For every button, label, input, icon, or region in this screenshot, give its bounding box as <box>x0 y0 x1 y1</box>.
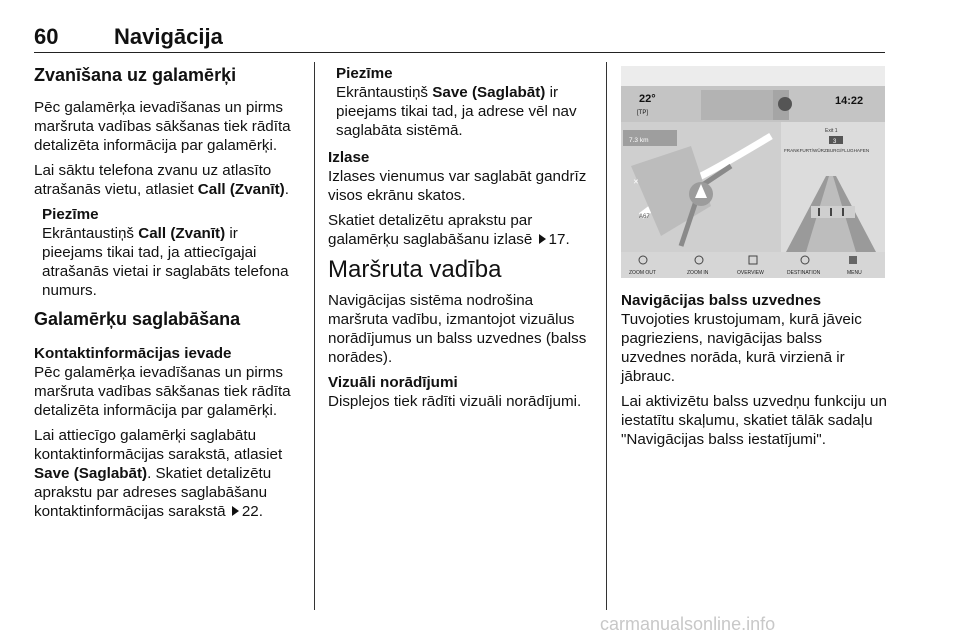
nav-badge-icon <box>778 97 792 111</box>
paragraph: Navigācijas sistēma nodrošina maršruta vadību, izmantojot vizuālus norādījumus un balss uzvednes (balss norādes). <box>328 292 587 366</box>
paragraph: Lai attiecīgo galamērķi saglabātu kontaktinformācijas sarakstā, atlasiet Save (Saglabāt). Skatiet detalizētu aprakstu par adreses saglabāšanu kontaktinformācijas sarakstā 22. <box>34 427 283 520</box>
column-divider-1 <box>314 62 315 610</box>
header-rule <box>34 52 885 53</box>
chapter-title: Navigācija <box>114 24 223 49</box>
heading-route-guidance: Maršruta vadība <box>328 256 502 283</box>
destination-label[interactable]: DESTINATION <box>787 270 821 276</box>
traffic-program: [TP] <box>637 110 649 116</box>
bold-term: Call (Zvanīt) <box>138 225 226 242</box>
menu-icon <box>849 256 857 264</box>
column-divider-2 <box>606 62 607 610</box>
paragraph: Displejos tiek rādīti vizuāli norādījumi. <box>328 393 582 410</box>
page-number: 60 <box>34 24 59 49</box>
zoom-in-label[interactable]: ZOOM IN <box>687 270 709 276</box>
paragraph: Tuvojoties krustojumam, kurā jāveic pagrieziens, navigācijas balss uzvednes norāda, kurā virzienā ir jābrauc. <box>621 311 862 385</box>
note-title: Piezīme <box>336 65 393 82</box>
note-text: Ekrāntaustiņš Save (Saglabāt) ir pieejams tikai tad, ja adrese vēl nav saglabāta sistēmā. <box>336 84 577 139</box>
subheading-favourites: Izlase <box>328 149 370 166</box>
heading-saving-destinations: Galamērķu saglabāšana <box>34 309 241 329</box>
heading-calling-destination: Zvanīšana uz galamērķi <box>34 65 237 85</box>
bold-term: Save (Saglabāt) <box>34 465 148 482</box>
navigation-screen-illustration <box>621 66 885 278</box>
exit-label: Exit 1 <box>825 128 838 134</box>
paragraph: Skatiet detalizētu aprakstu par galamērķu saglabāšanu izlasē 17. <box>328 212 570 248</box>
column-3 <box>621 291 891 455</box>
paragraph: Pēc galamērķa ievadīšanas un pirms maršruta vadības sākšanas tiek rādīta detalizēta informācija par galamērķi. <box>34 99 291 154</box>
subheading-visual: Vizuāli norādījumi <box>328 374 458 391</box>
paragraph: Lai aktivizētu balss uzvedņu funkciju un iestatītu skaļumu, skatiet tālāk sadaļu "Navigācijas balss iestatījumi". <box>621 393 887 448</box>
overview-label[interactable]: OVERVIEW <box>737 270 764 276</box>
page-ref[interactable]: 22. <box>241 503 263 520</box>
note <box>34 205 302 300</box>
note-title: Piezīme <box>42 206 99 223</box>
temperature: 22° <box>639 93 656 105</box>
page-header <box>34 24 884 50</box>
close-icon: ✕ <box>633 179 639 186</box>
page-ref-arrow-icon <box>232 506 239 516</box>
bold-term: Call (Zvanīt) <box>197 181 285 198</box>
menu-label[interactable]: MENU <box>847 270 862 276</box>
distance-label: 7.3 km <box>629 137 649 144</box>
road-sign-text: FRANKFURT/WÜRZBURG/FLUGHAFEN <box>784 148 870 153</box>
clock: 14:22 <box>835 95 864 107</box>
navigation-screen-graphic <box>621 66 885 278</box>
page-ref-arrow-icon <box>539 234 546 244</box>
column-1 <box>34 64 302 527</box>
paragraph: Pēc galamērķa ievadīšanas un pirms maršruta vadības sākšanas tiek rādīta detalizēta informācija par galamērķi. <box>34 364 291 419</box>
exit-number: 3 <box>833 139 837 145</box>
paragraph: Izlases vienumus var saglabāt gandrīz visos ekrānu skatos. <box>328 168 587 204</box>
subheading-voice-prompts: Navigācijas balss uzvednes <box>621 292 822 309</box>
note <box>328 64 596 140</box>
paragraph: Lai sāktu telefona zvanu uz atlasīto atrašanās vietu, atlasiet Call (Zvanīt). <box>34 162 289 198</box>
note-text: Ekrāntaustiņš Call (Zvanīt) ir pieejams tikai tad, ja attiecīgajai atrašanās vietai ir saglabāts telefona numurs. <box>42 225 289 299</box>
zoom-out-label[interactable]: ZOOM OUT <box>629 270 656 276</box>
road-name: A67 <box>639 214 650 220</box>
column-2 <box>328 64 596 417</box>
bold-term: Save (Saglabāt) <box>432 84 546 101</box>
page-ref[interactable]: 17. <box>548 231 570 248</box>
subheading-contact: Kontaktinformācijas ievade <box>34 345 232 362</box>
watermark: carmanualsonline.info <box>600 614 776 634</box>
